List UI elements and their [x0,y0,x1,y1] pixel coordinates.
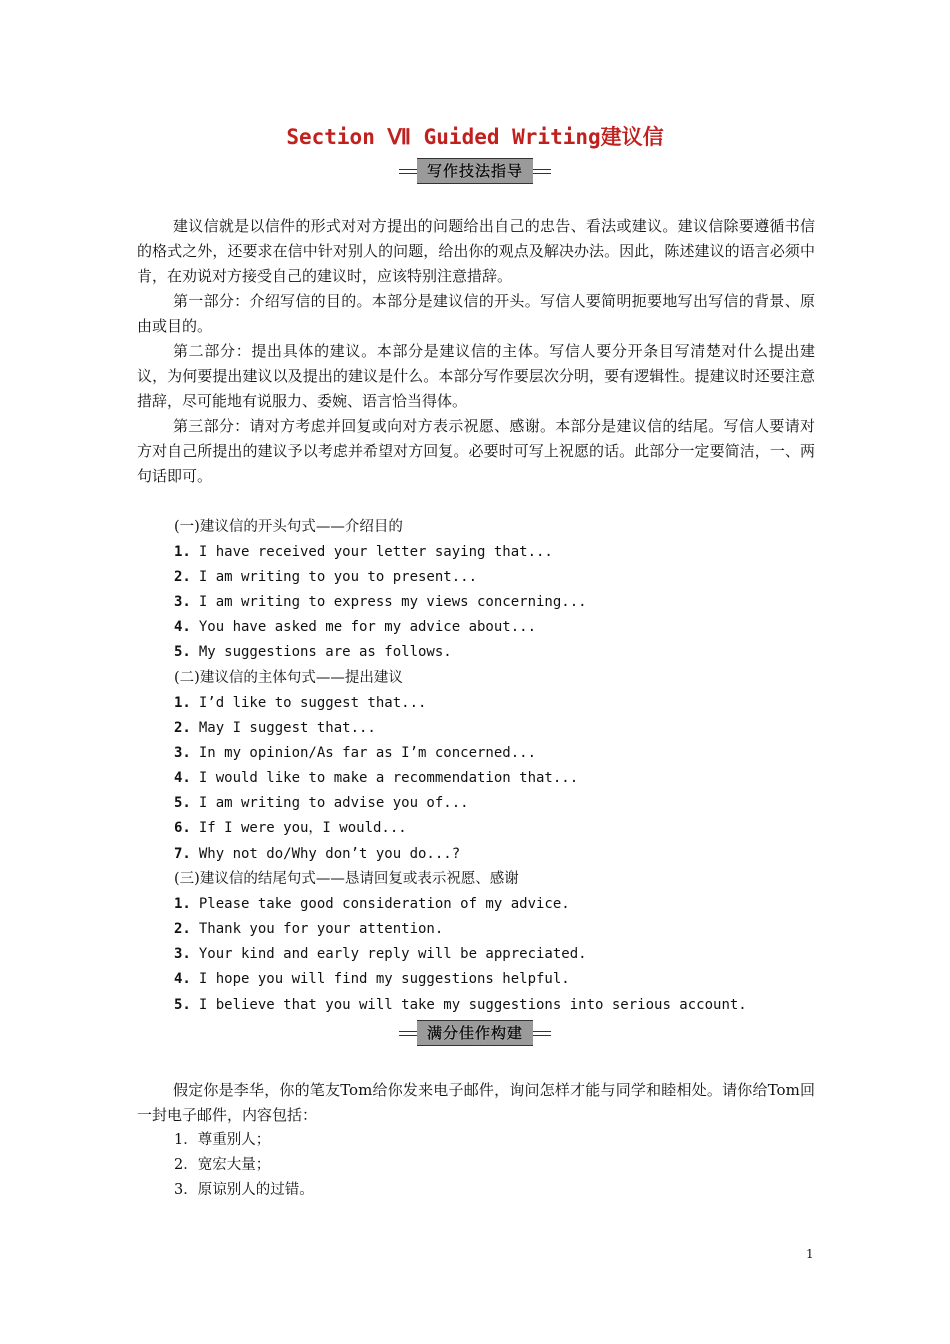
section-banner-model-essay [0,1022,950,1044]
banner-rule-right [533,1031,551,1036]
banner-label: 写作技法指导 [417,158,533,184]
list-item: 2. Thank you for your attention. [174,921,444,937]
list-item: 2. May I suggest that... [174,720,376,736]
list-item: 1. Please take good consideration of my advice. [174,896,570,912]
title-en: Section Ⅶ Guided Writing [286,125,601,149]
list-item: 6. If I were you，I would... [174,820,407,836]
intro-paragraph: 建议信就是以信件的形式对对方提出的问题给出自己的忠告、看法或建议。建议信除要遵循书信的格式之外，还要求在信中针对别人的问题，给出你的观点及解决办法。因此，陈述建议的语言必须中肯，在劝说对方接受自己的建议时，应该特别注意措辞。 [137,217,815,285]
banner-rule-right [533,169,551,174]
list-item: 2. I am writing to you to present... [174,569,478,585]
section-heading: (三)建议信的结尾句式——恳请回复或表示祝愿、感谢 [174,871,519,887]
list-item: 3. In my opinion/As far as I’m concerned... [174,745,537,761]
section-banner-writing-skills [0,160,950,182]
list-item: 7. Why not do/Why don’t you do...? [174,846,461,862]
intro-paragraph: 第二部分：提出具体的建议。本部分是建议信的主体。写信人要分开条目写清楚对什么提出建议，为何要提出建议以及提出的建议是什么。本部分写作要层次分明，要有逻辑性。提建议时还要注意措辞，尽可能地有说服力、委婉、语言恰当得体。 [137,342,815,410]
banner-label: 满分佳作构建 [417,1020,533,1046]
list-item: 5. I am writing to advise you of... [174,795,469,811]
list-item: 5. I believe that you will take my suggestions into serious account. [174,997,747,1013]
task-prompt: 假定你是李华，你的笔友Tom给你发来电子邮件，询问怎样才能与同学和睦相处。请你给Tom回一封电子邮件，内容包括： [137,1081,815,1124]
intro-paragraph: 第一部分：介绍写信的目的。本部分是建议信的开头。写信人要简明扼要地写出写信的背景、原由或目的。 [137,292,815,335]
banner-rule-left [399,169,417,174]
list-item: 4. I would like to make a recommendation that... [174,770,579,786]
intro-paragraph: 第三部分：请对方考虑并回复或向对方表示祝愿、感谢。本部分是建议信的结尾。写信人要请对方对自己所提出的建议予以考虑并希望对方回复。必要时可写上祝愿的话。此部分一定要简洁，一、两句话即可。 [137,417,815,485]
task-point: 2．宽宏大量； [174,1157,271,1173]
list-item: 5. My suggestions are as follows. [174,644,452,660]
page-title [0,121,950,151]
list-item: 3. Your kind and early reply will be appreciated. [174,946,587,962]
section-heading: (一)建议信的开头句式——介绍目的 [174,519,403,535]
list-item: 1. I have received your letter saying that... [174,544,553,560]
section-heading: (二)建议信的主体句式——提出建议 [174,670,403,686]
list-item: 3. I am writing to express my views concerning... [174,594,587,610]
banner-rule-left [399,1031,417,1036]
title-cn: 建议信 [600,125,664,149]
task-point: 3．原谅别人的过错。 [174,1182,314,1198]
list-item: 1. I’d like to suggest that... [174,695,427,711]
task-point: 1．尊重别人； [174,1132,271,1148]
list-item: 4. I hope you will find my suggestions helpful. [174,971,570,987]
list-item: 4. You have asked me for my advice about... [174,619,537,635]
page-number: 1 [806,1247,814,1261]
